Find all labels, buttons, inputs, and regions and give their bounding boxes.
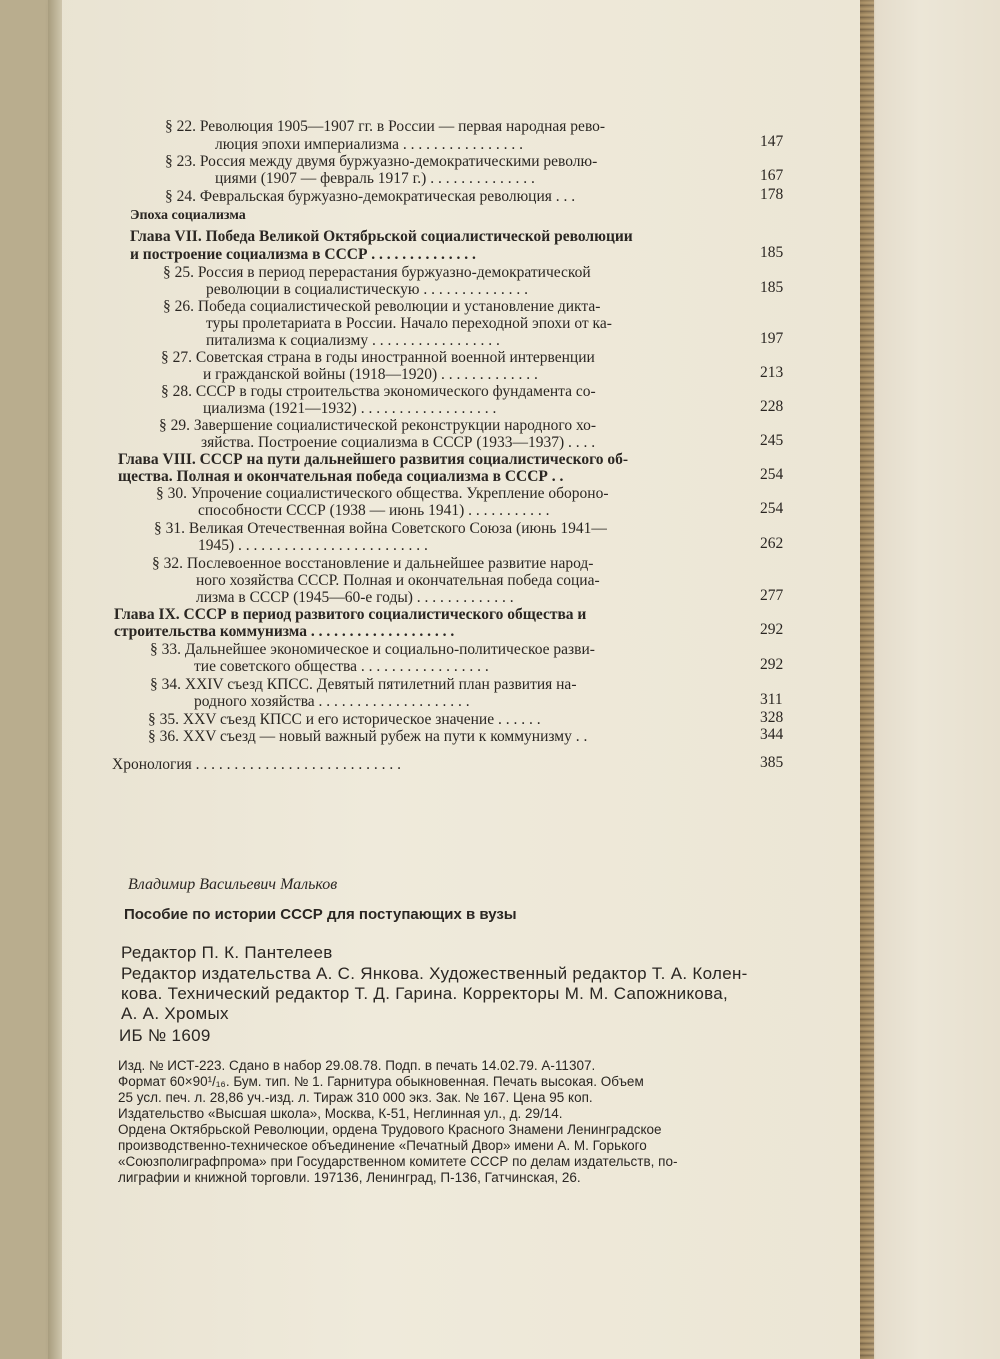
toc-page-number: 178 [760, 186, 784, 203]
print-info-line: производственно-техническое объединение «Печатный Двор» имени А. М. Горького [118, 1138, 647, 1153]
toc-line: туры пролетариата в России. Начало переходной эпохи от ка- [206, 315, 612, 332]
toc-page-number: 197 [760, 330, 784, 347]
toc-line: § 26. Победа социалистической революции и установление дикта- [163, 298, 601, 315]
toc-page-number: 185 [760, 244, 784, 261]
print-info-line: 25 усл. печ. л. 28,86 уч.-изд. л. Тираж 310 000 экз. Зак. № 167. Цена 95 коп. [118, 1090, 593, 1105]
toc-line: циями (1907 — февраль 1917 г.) . . . . . . . . . . . . . . [215, 170, 535, 187]
toc-page-number: 277 [760, 587, 784, 604]
ib-number: ИБ № 1609 [119, 1026, 211, 1045]
toc-page-number: 228 [760, 398, 784, 415]
toc-line: § 33. Дальнейшее экономическое и социально-политическое разви- [150, 641, 595, 658]
toc-line: революции в социалистическую . . . . . . . . . . . . . . [206, 281, 528, 298]
toc-page-number: 254 [760, 500, 784, 517]
toc-page-number: 245 [760, 432, 784, 449]
toc-page-number: 213 [760, 364, 784, 381]
toc-line: § 24. Февральская буржуазно-демократическая революция . . . [165, 188, 576, 205]
book-page [48, 0, 860, 1359]
toc-page-number: 147 [760, 133, 784, 150]
toc-line: Хронология . . . . . . . . . . . . . . . . . . . . . . . . . . . [112, 756, 402, 773]
toc-line: § 23. Россия между двумя буржуазно-демократическими револю- [165, 153, 598, 170]
print-info-line: «Союзполиграфпрома» при Государственном комитете СССР по делам издательств, по- [118, 1154, 678, 1169]
toc-line: тие советского общества . . . . . . . . . . . . . . . . . [194, 658, 489, 675]
chapter-heading: Глава IX. СССР в период развитого социалистического общества и [114, 606, 587, 623]
toc-page-number: 344 [760, 726, 784, 743]
toc-line: зяйства. Построение социализма в СССР (1933—1937) . . . . [201, 434, 596, 451]
toc-line: способности СССР (1938 — июнь 1941) . . . . . . . . . . . [198, 502, 550, 519]
toc-line: § 29. Завершение социалистической реконструкции народного хо- [159, 417, 597, 434]
toc-line: 1945) . . . . . . . . . . . . . . . . . . . . . . . . . [198, 537, 428, 554]
book-cover [860, 0, 1000, 1359]
book-title: Пособие по истории СССР для поступающих в вузы [124, 906, 517, 923]
toc-line: и гражданской войны (1918—1920) . . . . . . . . . . . . . [203, 366, 538, 383]
toc-line: § 28. СССР в годы строительства экономического фундамента со- [161, 383, 596, 400]
toc-line: § 34. XXIV съезд КПСС. Девятый пятилетний план развития на- [150, 676, 577, 693]
toc-page-number: 292 [760, 621, 784, 638]
editor-line: Редактор издательства А. С. Янкова. Художественный редактор Т. А. Колен- [121, 964, 748, 983]
editor-line: А. А. Хромых [121, 1004, 229, 1023]
print-info-line: Изд. № ИСТ-223. Сдано в набор 29.08.78. Подп. в печать 14.02.79. А-11307. [118, 1058, 596, 1073]
print-info-line: Ордена Октябрьской Революции, ордена Трудового Красного Знамени Ленинградское [118, 1122, 662, 1137]
chapter-heading: Глава VIII. СССР на пути дальнейшего развития социалистического об- [118, 451, 629, 468]
print-info-line: лиграфии и книжной торговли. 197136, Ленинград, П-136, Гатчинская, 26. [118, 1170, 581, 1185]
toc-line: § 30. Упрочение социалистического общества. Укрепление обороно- [156, 485, 609, 502]
chapter-heading: Глава VII. Победа Великой Октябрьской социалистической революции [130, 228, 633, 245]
chapter-heading: и построение социализма в СССР . . . . . . . . . . . . . . [130, 246, 476, 263]
section-heading: Эпоха социализма [130, 208, 246, 223]
toc-line: питализма к социализму . . . . . . . . . . . . . . . . . [206, 332, 500, 349]
print-info-line: Издательство «Высшая школа», Москва, К-51, Неглинная ул., д. 29/14. [118, 1106, 563, 1121]
toc-line: циализма (1921—1932) . . . . . . . . . . . . . . . . . . [203, 400, 497, 417]
toc-line: люция эпохи империализма . . . . . . . . . . . . . . . . [215, 136, 523, 153]
toc-line: § 31. Великая Отечественная война Советского Союза (июнь 1941— [154, 520, 607, 537]
toc-page-number: 292 [760, 656, 784, 673]
toc-page-number: 254 [760, 466, 784, 483]
author-name: Владимир Васильевич Мальков [128, 876, 338, 893]
toc-line: § 25. Россия в период перерастания буржуазно-демократической [163, 264, 591, 281]
toc-page-number: 262 [760, 535, 784, 552]
toc-page-number: 385 [760, 754, 784, 771]
toc-page-number: 311 [760, 691, 783, 708]
toc-line: лизма в СССР (1945—60-е годы) . . . . . . . . . . . . . [196, 589, 514, 606]
toc-line: § 27. Советская страна в годы иностранной военной интервенции [161, 349, 595, 366]
chapter-heading: строительства коммунизма . . . . . . . . . . . . . . . . . . . [114, 623, 455, 640]
table-of-contents [48, 0, 860, 800]
toc-page-number: 185 [760, 279, 784, 296]
toc-line: § 35. XXV съезд КПСС и его историческое значение . . . . . . [148, 711, 541, 728]
editor-line: кова. Технический редактор Т. Д. Гарина. Корректоры М. М. Сапожникова, [121, 984, 729, 1003]
toc-line: § 32. Послевоенное восстановление и дальнейшее развитие народ- [152, 555, 594, 572]
toc-line: § 36. XXV съезд — новый важный рубеж на пути к коммунизму . . [148, 728, 588, 745]
toc-line: ного хозяйства СССР. Полная и окончательная победа социа- [196, 572, 600, 589]
toc-page-number: 328 [760, 709, 784, 726]
cover-worn-edge [860, 0, 874, 1359]
chapter-heading: щества. Полная и окончательная победа социализма в СССР . . [118, 468, 564, 485]
toc-page-number: 167 [760, 167, 784, 184]
print-info-line: Формат 60×90¹/₁₆. Бум. тип. № 1. Гарнитура обыкновенная. Печать высокая. Объем [118, 1074, 644, 1089]
editor-line: Редактор П. К. Пантелеев [121, 943, 333, 962]
toc-line: § 22. Революция 1905—1907 гг. в России — первая народная рево- [165, 118, 606, 135]
toc-line: родного хозяйства . . . . . . . . . . . . . . . . . . . . [194, 693, 470, 710]
